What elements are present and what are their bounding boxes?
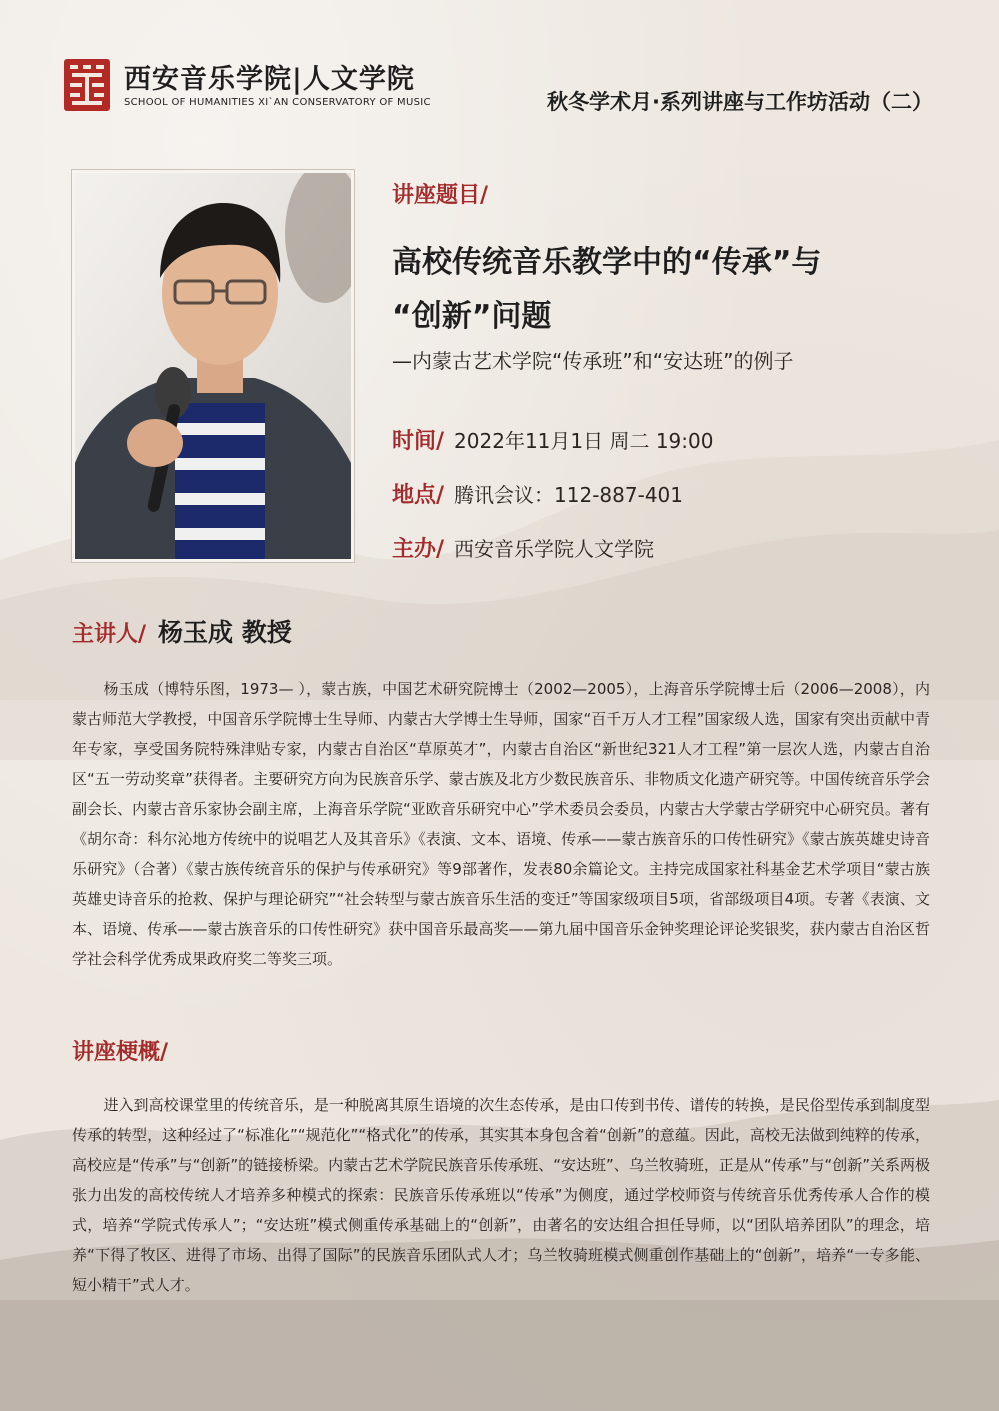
host-value: 西安音乐学院人文学院 [454, 537, 655, 561]
logo-chinese-name: 西安音乐学院|人文学院 [124, 64, 415, 95]
summary-label: 讲座梗概/ [72, 1039, 169, 1065]
speaker-label: 主讲人/ [72, 621, 147, 647]
speaker-heading [72, 613, 292, 649]
speaker-name: 杨玉成 教授 [158, 618, 292, 647]
place-row [392, 478, 683, 509]
time-label: 时间/ [392, 428, 445, 454]
logo-english-name: SCHOOL OF HUMANITIES XI`AN CONSERVATORY OF MUSIC [124, 97, 431, 108]
place-value: 腾讯会议：112-887-401 [454, 483, 684, 507]
series-title: 秋冬学术月·系列讲座与工作坊活动（二） [547, 90, 933, 114]
lecture-title [392, 236, 952, 344]
seal-icon [62, 57, 112, 113]
speaker-photo [72, 170, 354, 562]
lecture-title-line-1: 高校传统音乐教学中的“传承”与 [392, 245, 822, 280]
host-label: 主办/ [392, 536, 445, 562]
host-row [392, 532, 654, 563]
lecture-title-line-2: “创新”问题 [392, 299, 552, 334]
speaker-bio: 杨玉成（博特乐图，1973— ），蒙古族，中国艺术研究院博士（2002—2005），上海音乐学院博士后（2006—2008），内蒙古师范大学教授，中国音乐学院博士生导师、内蒙古大学博士生导师，国家“百千万人才工程”国家级人选，国家有突出贡献中青年专家，享受国务院特殊津贴专家，内蒙古自治区“草原英才”，内蒙古自治区“新世纪321人才工程”第一层次人选，内蒙古自治区“五一劳动奖章”获得者。主要研究方向为民族音乐学、蒙古族及北方少数民族音乐、非物质文化遗产研究等。中国传统音乐学会副会长、内蒙古音乐家协会副主席，上海音乐学院“亚欧音乐研究中心”学术委员会委员，内蒙古大学蒙古学研究中心研究员。著有《胡尔奇：科尔沁地方传统中的说唱艺人及其音乐》《表演、文本、语境、传承——蒙古族音乐的口传性研究》《蒙古族英雄史诗音乐研究》（合著）《蒙古族传统音乐的保护与传承研究》等9部著作，发表80余篇论文。主持完成国家社科基金艺术学项目“蒙古族英雄史诗音乐的抢救、保护与理论研究”“社会转型与蒙古族音乐生活的变迁”等国家级项目5项，省部级项目4项。专著《表演、文本、语境、传承——蒙古族音乐的口传性研究》获中国音乐最高奖——第九届中国音乐金钟奖理论评论奖银奖，获内蒙古自治区哲学社会科学优秀成果政府奖二等奖三项。 [72, 680, 930, 968]
place-label: 地点/ [392, 482, 445, 508]
lecture-subtitle: —内蒙古艺术学院“传承班”和“安达班”的例子 [392, 349, 794, 373]
school-logo [62, 55, 431, 117]
time-row [392, 424, 713, 455]
time-value: 2022年11月1日 周二 19:00 [454, 429, 714, 453]
lecture-summary: 进入到高校课堂里的传统音乐，是一种脱离其原生语境的次生态传承，是由口传到书传、谱传的转换，是民俗型传承到制度型传承的转型，这种经过了“标准化”“规范化”“格式化”的传承，其实其本身包含着“创新”的意蕴。因此，高校无法做到纯粹的传承，高校应是“传承”与“创新”的链接桥梁。内蒙古艺术学院民族音乐传承班、“安达班”、乌兰牧骑班，正是从“传承”与“创新”关系两极张力出发的高校传统人才培养多种模式的探索：民族音乐传承班以“传承”为侧度，通过学校师资与传统音乐优秀传承人合作的模式，培养“学院式传承人”；“安达班”模式侧重传承基础上的“创新”，由著名的安达组合担任导师，以“团队培养团队”的理念，培养“下得了牧区、进得了市场、出得了国际”的民族音乐团队式人才；乌兰牧骑班模式侧重创作基础上的“创新”，培养“一专多能、短小精干”式人才。 [72, 1096, 930, 1294]
topic-label: 讲座题目/ [392, 182, 489, 208]
